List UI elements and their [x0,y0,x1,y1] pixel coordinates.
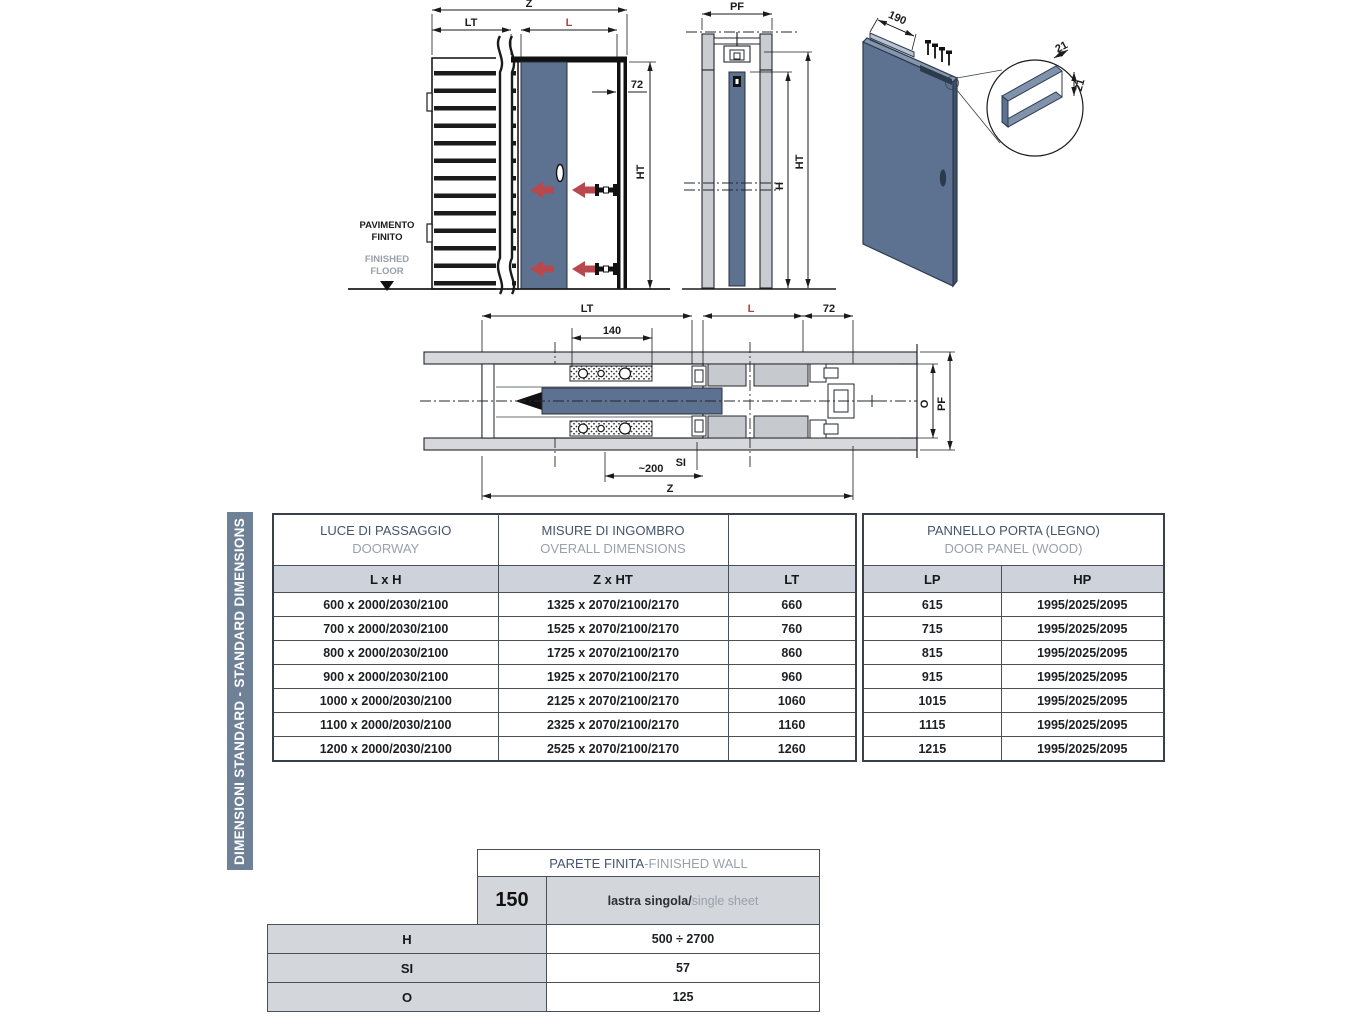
section-view-drawing [680,0,840,312]
dim-label-o: O [919,399,931,409]
dim-label-21-depth: 21 [1072,77,1088,93]
dim-label-140: 140 [602,325,622,337]
table-row [273,617,856,641]
cell-zxht: 2525 x 2070/2100/2170 [498,737,728,762]
plan-view-drawing [420,300,965,512]
cell-lp: 1215 [863,737,1001,762]
row-label-si: SI [267,953,547,983]
cell-zxht: 1925 x 2070/2100/2170 [498,665,728,689]
group-header-empty [728,514,856,566]
wall-table-header: PARETE FINITA - FINISHED WALL [477,849,820,877]
column-header-row [863,566,1164,593]
cell-hp: 1995/2025/2095 [1001,713,1164,737]
svg-text:PAVIMENTO: PAVIMENTO [359,220,415,231]
iso-view-drawing [850,8,1120,308]
table-row [273,737,856,762]
cell-zxht: 1325 x 2070/2100/2170 [498,593,728,617]
cell-zxht: 1525 x 2070/2100/2170 [498,617,728,641]
table-row [273,713,856,737]
dim-label-21-width: 21 [1053,39,1070,56]
table-row [863,665,1164,689]
cell-lt: 1260 [728,737,856,762]
cell-lxh: 1000 x 2000/2030/2100 [273,689,498,713]
row-value-si: 57 [546,953,820,983]
cell-lp: 615 [863,593,1001,617]
dim-label-pf: PF [936,396,948,412]
cell-lt: 1060 [728,689,856,713]
flush-handle [940,170,946,187]
dim-label-190: 190 [886,9,909,28]
cell-lxh: 900 x 2000/2030/2100 [273,665,498,689]
col-header-zxht: Z x HT [498,566,728,593]
front-view-drawing [340,0,672,312]
sheet-type-cell: lastra singola / single sheet [546,876,820,925]
sliding-door-panel [521,62,567,289]
column-header-row [273,566,856,593]
dim-label-72: 72 [822,303,836,315]
dimensions-table-left [272,513,857,762]
svg-text:FINITO: FINITO [371,232,403,243]
table-row [863,737,1164,762]
table-row [863,593,1164,617]
flush-handle [557,165,564,182]
door-jamb [617,62,627,289]
cell-lt: 660 [728,593,856,617]
track-mechanism [714,32,760,62]
cell-lxh: 700 x 2000/2030/2100 [273,617,498,641]
table-row [863,689,1164,713]
dim-label-z: Z [525,0,533,10]
row-label-h: H [267,924,547,954]
dim-label-h: H [774,182,786,190]
wall-thickness-cell: 150 [477,876,547,925]
detail-bubble [946,39,1088,156]
table-row [863,641,1164,665]
cell-lt: 960 [728,665,856,689]
table-row [273,641,856,665]
break-lines [496,36,514,310]
door-section [729,72,745,286]
col-header-lt: LT [728,566,856,593]
cell-hp: 1995/2025/2095 [1001,689,1164,713]
table-row [863,713,1164,737]
fastener-symbols [595,184,617,275]
section-banner-label: DIMENSIONI STANDARD - STANDARD DIMENSIONS [232,517,248,865]
group-header-door-panel: PANNELLO PORTA (LEGNO) DOOR PANEL (WOOD) [863,514,1164,566]
table-row [273,665,856,689]
table-row [273,593,856,617]
cell-hp: 1995/2025/2095 [1001,641,1164,665]
cell-lp: 1115 [863,713,1001,737]
row-label-o: O [267,982,547,1012]
dim-label-si: SI [675,457,686,469]
cell-lt: 760 [728,617,856,641]
cell-lxh: 800 x 2000/2030/2100 [273,641,498,665]
table-row [863,617,1164,641]
cell-hp: 1995/2025/2095 [1001,593,1164,617]
cell-lp: 1015 [863,689,1001,713]
dim-label-lt: LT [580,303,594,315]
floor-caption [360,220,415,291]
cell-lp: 715 [863,617,1001,641]
finished-wall-table [267,849,822,1014]
dimensions-table-right [862,513,1165,762]
row-value-h: 500 ÷ 2700 [546,924,820,954]
svg-text:FLOOR: FLOOR [370,266,404,277]
cell-zxht: 2125 x 2070/2100/2170 [498,689,728,713]
dim-label-ht: HT [794,154,806,170]
dim-label-pf: PF [729,1,745,13]
cell-zxht: 2325 x 2070/2100/2170 [498,713,728,737]
dim-label-200: ~200 [638,463,664,475]
group-header-doorway: LUCE DI PASSAGGIO DOORWAY [273,514,498,566]
section-banner [227,512,253,870]
dim-label-z: Z [666,483,674,495]
cell-hp: 1995/2025/2095 [1001,737,1164,762]
col-header-hp: HP [1001,566,1164,593]
group-header-row [863,514,1164,566]
svg-text:FINISHED: FINISHED [364,254,410,265]
table-row [273,689,856,713]
col-header-lxh: L x H [273,566,498,593]
cell-lxh: 600 x 2000/2030/2100 [273,593,498,617]
cell-lt: 1160 [728,713,856,737]
cell-zxht: 1725 x 2070/2100/2170 [498,641,728,665]
cell-lp: 915 [863,665,1001,689]
row-value-o: 125 [546,982,820,1012]
cell-lxh: 1200 x 2000/2030/2100 [273,737,498,762]
dim-label-ht: HT [635,164,647,180]
dim-label-l: L [565,17,573,29]
group-header-row [273,514,856,566]
cell-hp: 1995/2025/2095 [1001,617,1164,641]
cell-hp: 1995/2025/2095 [1001,665,1164,689]
dim-label-lt: LT [464,17,478,29]
screws [925,40,952,66]
cell-lt: 860 [728,641,856,665]
group-header-overall: MISURE DI INGOMBRO OVERALL DIMENSIONS [498,514,728,566]
dim-label-l: L [747,303,755,315]
dim-label-72: 72 [630,79,644,91]
cell-lp: 815 [863,641,1001,665]
cell-lxh: 1100 x 2000/2030/2100 [273,713,498,737]
col-header-lp: LP [863,566,1001,593]
